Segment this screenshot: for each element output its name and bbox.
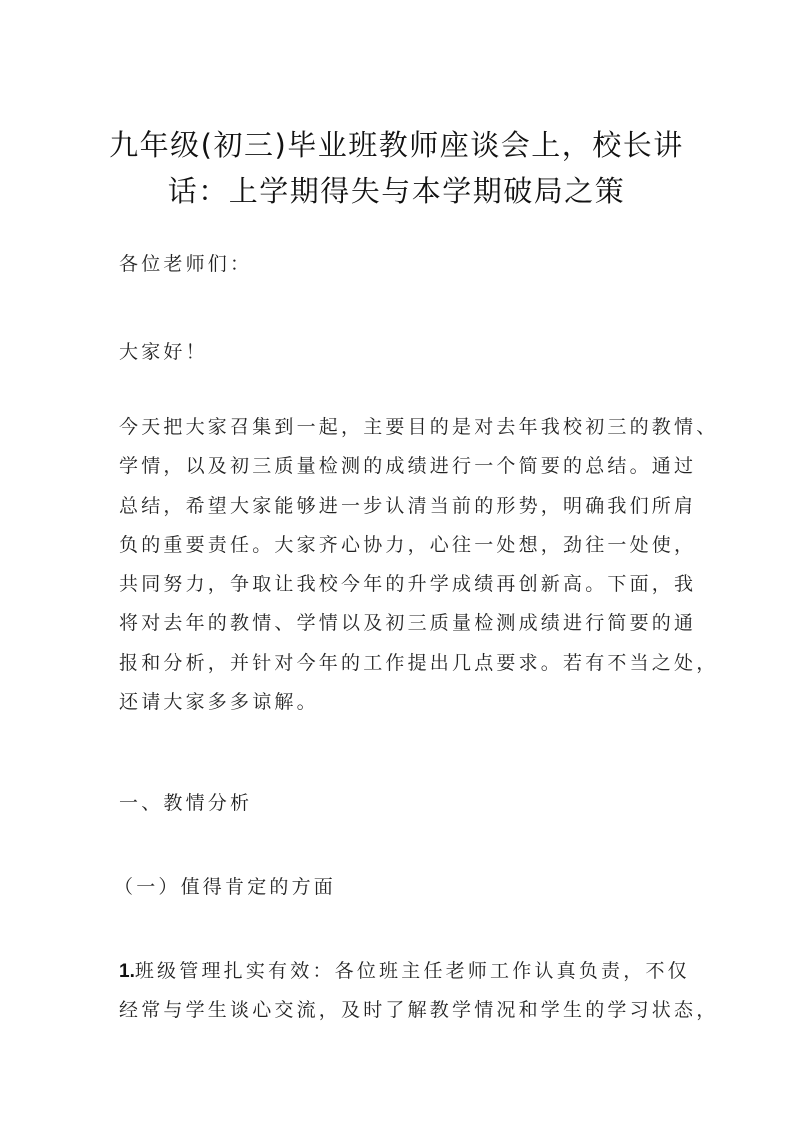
title-line-1: 九年级(初三)毕业班教师座谈会上，校长讲	[109, 128, 684, 162]
paragraph-line: 学情，以及初三质量检测的成绩进行一个简要的总结。通过	[119, 455, 697, 478]
intro-paragraph	[119, 408, 719, 722]
paragraph-line	[119, 952, 699, 991]
paragraph-line: 负的重要责任。大家齐心协力，心往一处想，劲往一处使，	[119, 533, 697, 556]
paragraph-line: 报和分析，并针对今年的工作提出几点要求。若有不当之处，	[119, 651, 719, 674]
paragraph-line: 共同努力，争取让我校今年的升学成绩再创新高。下面，我	[119, 573, 697, 596]
subsection-heading: （一）值得肯定的方面	[114, 876, 337, 898]
item-1-paragraph	[119, 952, 719, 1031]
paragraph-line: 总结，希望大家能够进一步认清当前的形势，明确我们所肩	[119, 494, 697, 517]
item-text: 班级管理扎实有效：各位班主任老师工作认真负责，不仅	[134, 960, 690, 982]
paragraph-line: 还请大家多多谅解。	[119, 691, 319, 714]
greeting: 大家好！	[119, 341, 208, 363]
section-heading: 一、教情分析	[119, 792, 253, 814]
paragraph-line: 将对去年的教情、学情以及初三质量检测成绩进行简要的通	[119, 612, 697, 635]
paragraph-line: 经常与学生谈心交流，及时了解教学情况和学生的学习状态，	[119, 999, 719, 1022]
salutation: 各位老师们：	[119, 253, 253, 275]
item-number: 1.	[119, 961, 135, 982]
title-line-2: 话：上学期得失与本学期破局之策	[167, 174, 626, 208]
document-title	[100, 122, 693, 214]
paragraph-line: 今天把大家召集到一起，主要目的是对去年我校初三的教情、	[119, 416, 719, 438]
